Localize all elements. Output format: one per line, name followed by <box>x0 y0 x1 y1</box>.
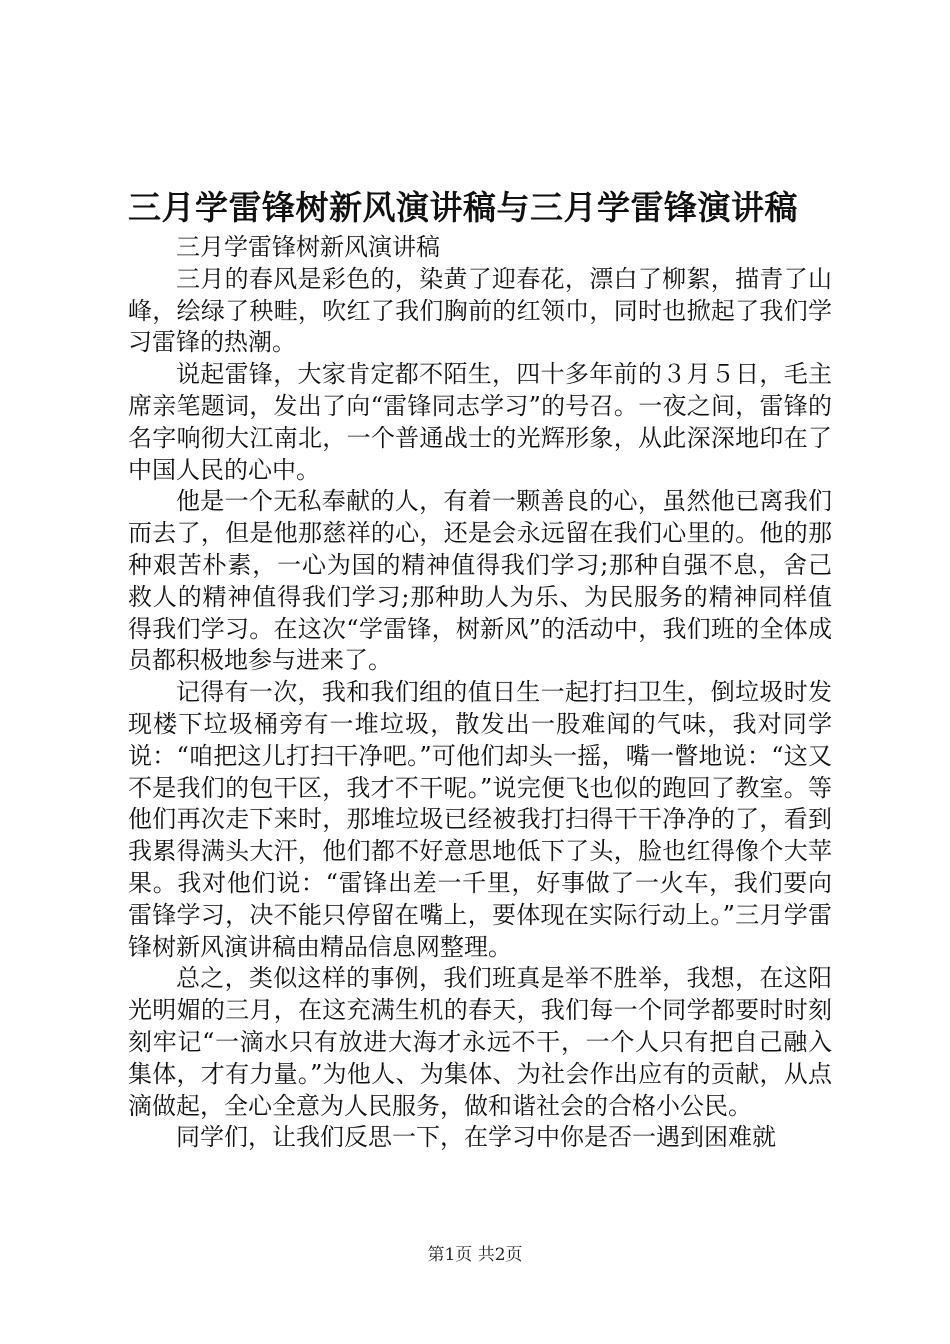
paragraph-subtitle: 三月学雷锋树新风演讲稿 <box>176 233 440 261</box>
paragraph: 他是一个无私奉献的人，有着一颗善良的心，虽然他已离我们而去了，但是他那慈祥的心，还是会永远留在我们心里的。他的那种艰苦朴素，一心为国的精神值得我们学习;那种自强不息，舍己救人的精神值得我们学习;那种助人为乐、为民服务的精神同样值得我们学习。在这次“学雷锋，树新风”的活动中，我们班的全体成员都积极地参与进来了。 <box>128 487 832 675</box>
paragraph: 同学们，让我们反思一下，在学习中你是否一遇到困难就 <box>176 1123 776 1152</box>
paragraph: 总之，类似这样的事例，我们班真是举不胜举，我想，在这阳光明媚的三月，在这充满生机的春天，我们每一个同学都要时时刻刻牢记“一滴水只有放进大海才永远不干，一个人只有把自己融入集体，才有力量。”为他人、为集体、为社会作出应有的贡献，从点滴做起，全心全意为人民服务，做和谐社会的合格小公民。 <box>128 964 832 1120</box>
paragraph: 三月的春风是彩色的，染黄了迎春花，漂白了柳絮，描青了山峰，绘绿了秧畦，吹红了我们胸前的红领巾，同时也掀起了我们学习雷锋的热潮。 <box>128 264 832 357</box>
document-title: 三月学雷锋树新风演讲稿与三月学雷锋演讲稿 <box>128 188 798 227</box>
paragraph: 记得有一次，我和我们组的值日生一起打扫卫生，倒垃圾时发现楼下垃圾桶旁有一堆垃圾，散发出一股难闻的气味，我对同学说：“咱把这儿打扫干净吧。”可他们却头一摇，嘴一瞥地说：“这又不是我们的包干区，我才不干呢。”说完便飞也似的跑回了教室。等他们再次走下来时，那堆垃圾已经被我打扫得干干净净的了，看到我累得满头大汗，他们都不好意思地低下了头，脸也红得像个大苹果。我对他们说：“雷锋出差一千里，好事做了一火车，我们要向雷锋学习，决不能只停留在嘴上，要体现在实际行动上。”三月学雷锋树新风演讲稿由精品信息网整理。 <box>128 678 832 961</box>
document-body <box>128 232 832 1154</box>
paragraph: 说起雷锋，大家肯定都不陌生，四十多年前的３月５日，毛主席亲笔题词，发出了向“雷锋同志学习”的号召。一夜之间，雷锋的名字响彻大江南北，一个普通战士的光辉形象，从此深深地印在了中国人民的心中。 <box>128 360 832 484</box>
page-number-footer: 第1页 共2页 <box>427 1245 523 1265</box>
